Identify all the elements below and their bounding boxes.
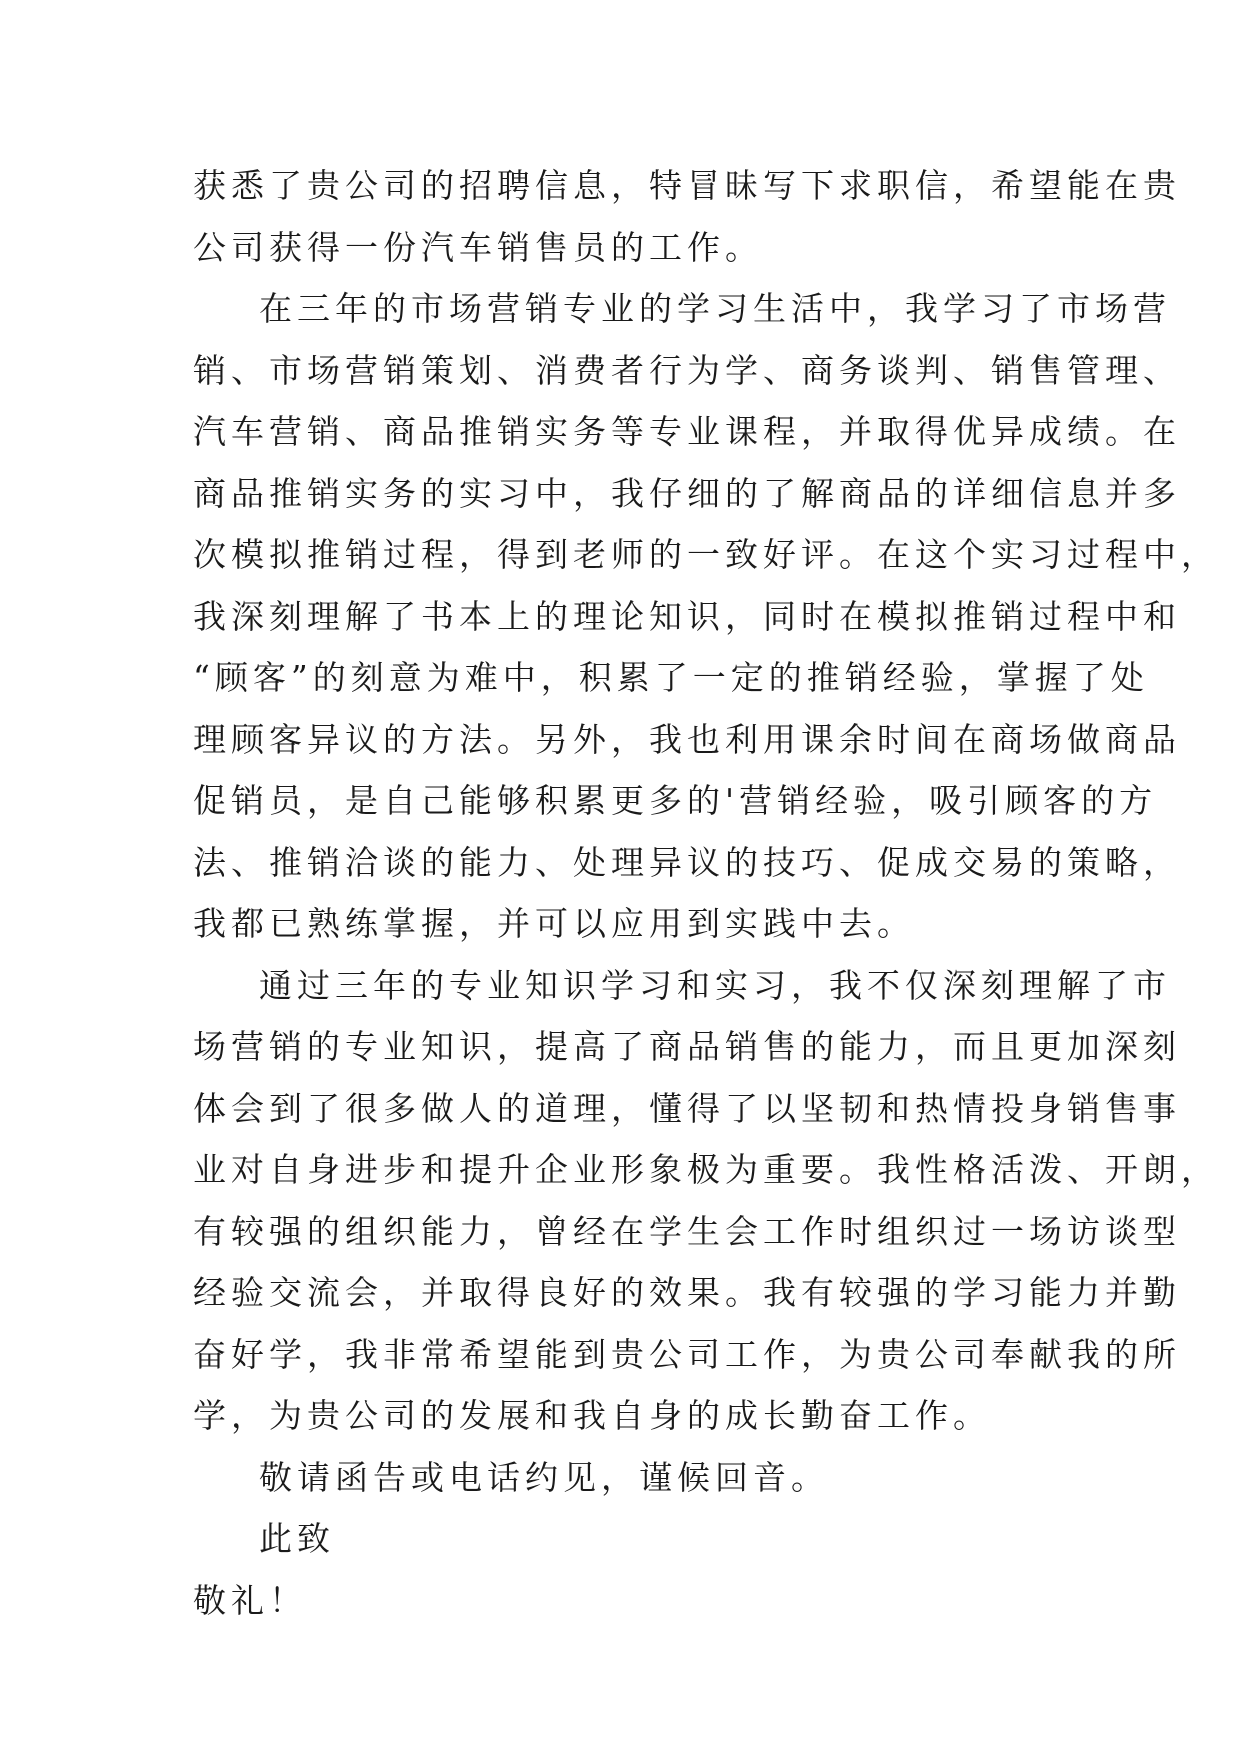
text-line: 我都已熟练掌握，并可以应用到实践中去。 bbox=[193, 904, 915, 943]
text-line: 业对自身进步和提升企业形象极为重要。我性格活泼、开朗， bbox=[193, 1150, 1219, 1189]
text-line: 理顾客异议的方法。另外，我也利用课余时间在商场做商品 bbox=[193, 719, 1181, 759]
text-line: 经验交流会，并取得良好的效果。我有较强的学习能力并勤 bbox=[193, 1273, 1181, 1312]
closing-salutation: 此致 bbox=[259, 1519, 335, 1558]
text-line: 获悉了贵公司的招聘信息，特冒昧写下求职信，希望能在贵 bbox=[193, 166, 1181, 205]
text-line: 学，为贵公司的发展和我自身的成长勤奋工作。 bbox=[193, 1396, 991, 1435]
text-line: “顾客”的刻意为难中，积累了一定的推销经验，掌握了处 bbox=[193, 658, 1149, 697]
paragraph-first-line: 在三年的市场营销专业的学习生活中，我学习了市场营 bbox=[259, 289, 1171, 328]
text-line: 法、推销洽谈的能力、处理异议的技巧、促成交易的策略， bbox=[193, 842, 1181, 882]
text-line: 销、市场营销策划、消费者行为学、商务谈判、销售管理、 bbox=[193, 350, 1181, 390]
text-line: 汽车营销、商品推销实务等专业课程，并取得优异成绩。在 bbox=[193, 412, 1181, 451]
text-line: 次模拟推销过程，得到老师的一致好评。在这个实习过程中， bbox=[193, 535, 1219, 574]
closing-request: 敬请函告或电话约见，谨候回音。 bbox=[259, 1457, 829, 1497]
text-line: 公司获得一份汽车销售员的工作。 bbox=[193, 227, 763, 267]
text-line: 促销员，是自己能够积累更多的'营销经验，吸引顾客的方 bbox=[193, 781, 1158, 820]
letter-body bbox=[193, 155, 1219, 1631]
text-line: 我深刻理解了书本上的理论知识，同时在模拟推销过程中和 bbox=[193, 596, 1181, 636]
closing-regards: 敬礼！ bbox=[193, 1580, 307, 1620]
text-line: 奋好学，我非常希望能到贵公司工作，为贵公司奉献我的所 bbox=[193, 1334, 1181, 1374]
paragraph-first-line: 通过三年的专业知识学习和实习，我不仅深刻理解了市 bbox=[259, 965, 1171, 1005]
text-line: 有较强的组织能力，曾经在学生会工作时组织过一场访谈型 bbox=[193, 1211, 1181, 1251]
text-line: 体会到了很多做人的道理，懂得了以坚韧和热情投身销售事 bbox=[193, 1088, 1181, 1128]
text-line: 场营销的专业知识，提高了商品销售的能力，而且更加深刻 bbox=[193, 1027, 1181, 1066]
text-line: 商品推销实务的实习中，我仔细的了解商品的详细信息并多 bbox=[193, 473, 1181, 513]
